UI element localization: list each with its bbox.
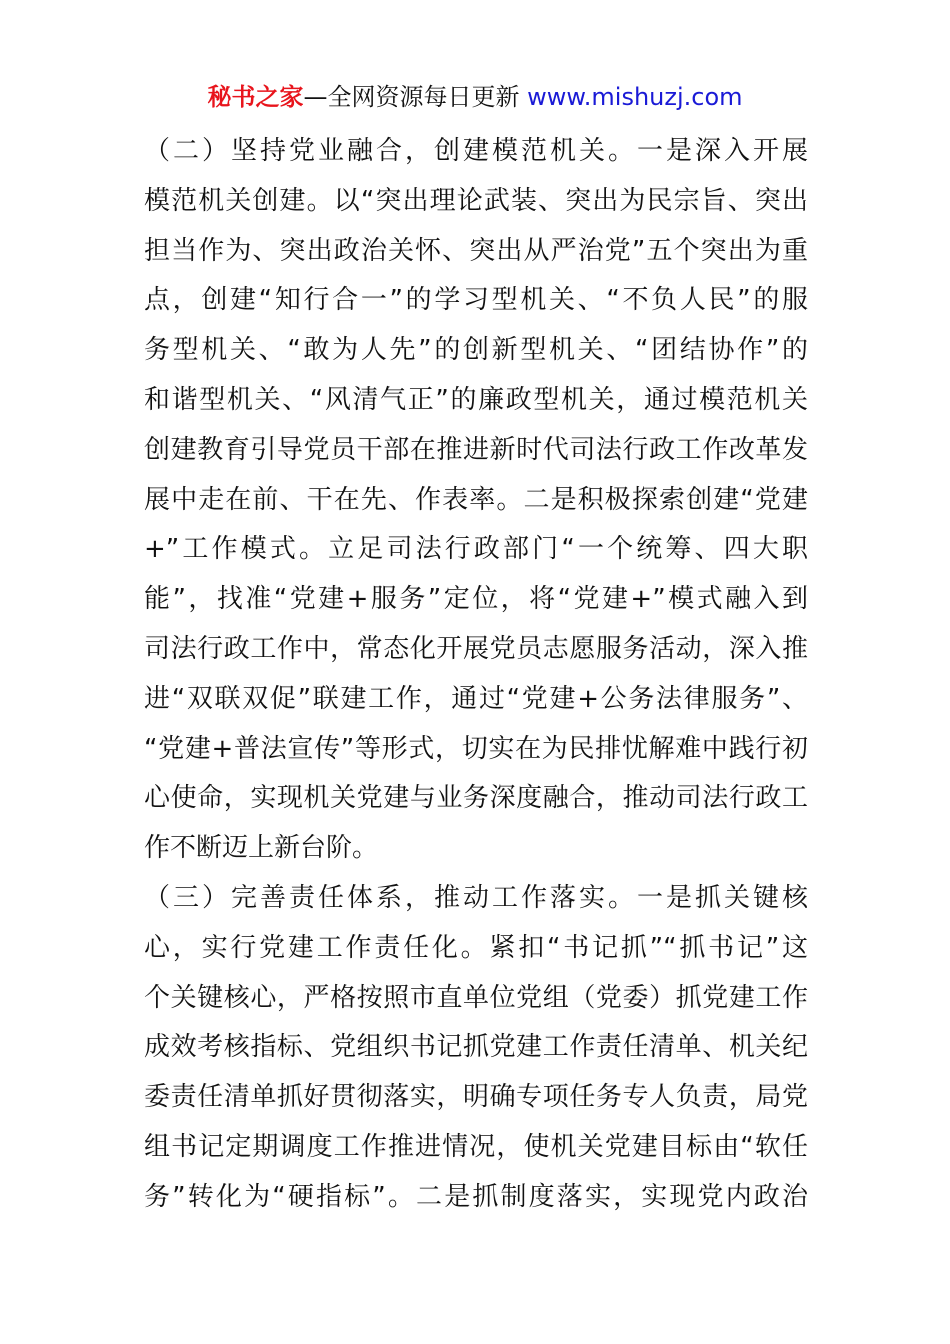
paragraph-two [144,127,808,874]
paragraph-line: “党建+普法宣传”等形式，切实在为民排忧解难中践行初 [144,733,808,764]
paragraph-line: 模范机关创建。以“突出理论武装、突出为民宗旨、突出 [144,185,808,216]
paragraph-line: 个关键核心，严格按照市直单位党组（党委）抓党建工作 [144,982,808,1013]
paragraph-line: 心，实行党建工作责任化。紧扣“书记抓”“抓书记”这 [144,932,808,963]
paragraph-three [144,874,808,1223]
paragraph-line: 创建教育引导党员干部在推进新时代司法行政工作改革发 [144,434,808,465]
paragraph-line: 务”转化为“硬指标”。二是抓制度落实，实现党内政治 [144,1181,808,1212]
paragraph-line: 点，创建“知行合一”的学习型机关、“不负人民”的服 [144,285,808,316]
paragraph-line: 和谐型机关、“风清气正”的廉政型机关，通过模范机关 [144,384,808,415]
paragraph-line: 心使命，实现机关党建与业务深度融合，推动司法行政工 [144,783,808,814]
paragraph-line: +”工作模式。立足司法行政部门“一个统筹、四大职 [144,534,808,565]
paragraph-line: （二）坚持党业融合，创建模范机关。一是深入开展 [144,136,808,166]
paragraph-line: 委责任清单抓好贯彻落实，明确专项任务专人负责，局党 [144,1082,808,1113]
paragraph-line: 组书记定期调度工作推进情况，使机关党建目标由“软任 [144,1131,808,1162]
paragraph-line: 展中走在前、干在先、作表率。二是积极探索创建“党建 [144,484,808,515]
site-tagline: —全网资源每日更新 [303,83,520,111]
paragraph-line: 作不断迈上新台阶。 [144,833,379,864]
paragraph-line: （三）完善责任体系，推动工作落实。一是抓关键核 [144,882,808,913]
site-brand: 秘书之家 [207,83,304,111]
paragraph-line: 进“双联双促”联建工作，通过“党建+公务法律服务”、 [144,683,808,714]
paragraph-line: 担当作为、突出政治关怀、突出从严治党”五个突出为重 [144,235,808,266]
paragraph-line: 能”，找准“党建+服务”定位，将“党建+”模式融入到 [144,584,808,615]
paragraph-line: 司法行政工作中，常态化开展党员志愿服务活动，深入推 [144,633,808,664]
paragraph-line: 成效考核指标、党组织书记抓党建工作责任清单、机关纪 [144,1032,808,1063]
paragraph-line: 务型机关、“敢为人先”的创新型机关、“团结协作”的 [144,335,808,366]
site-header [0,80,950,114]
document-body [144,127,808,1223]
site-url[interactable]: www.mishuzj.com [527,83,743,111]
